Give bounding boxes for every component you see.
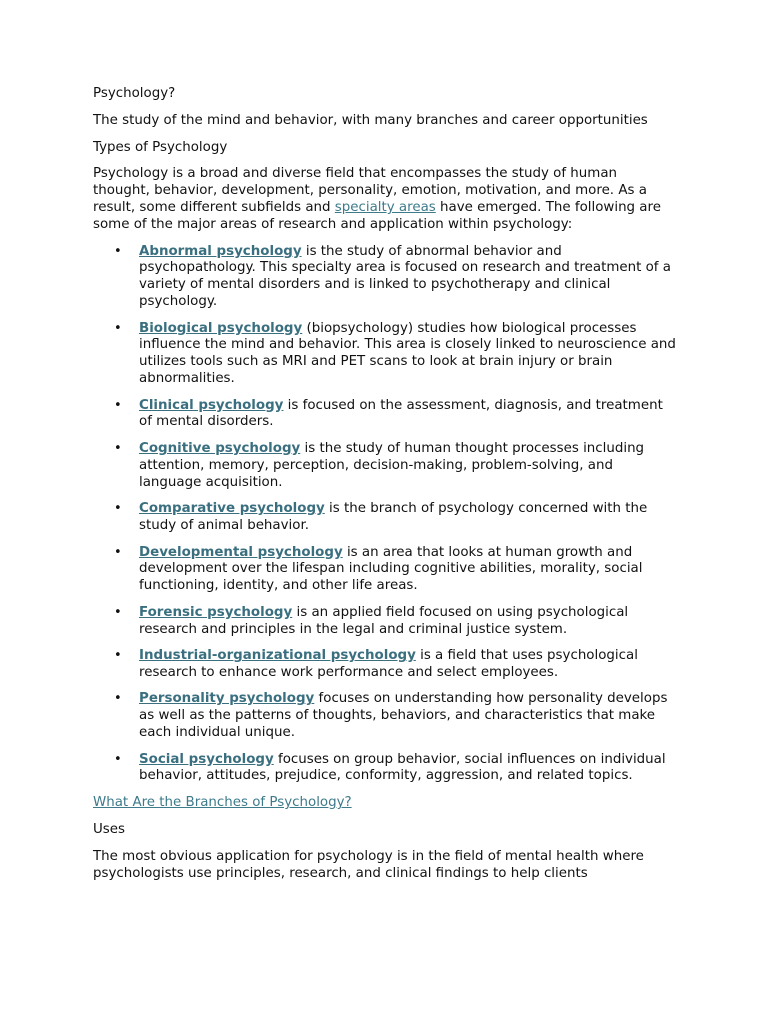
- area-link[interactable]: Developmental psychology: [139, 544, 343, 560]
- document-page: [93, 86, 678, 892]
- bullet-icon: •: [114, 501, 122, 517]
- area-link[interactable]: Biological psychology: [139, 320, 303, 336]
- area-link[interactable]: Social psychology: [139, 751, 274, 767]
- bullet-icon: •: [114, 243, 122, 259]
- list-item: [114, 397, 678, 432]
- types-heading: Types of Psychology: [93, 139, 228, 155]
- bullet-icon: •: [114, 544, 122, 560]
- intro-text-before: Psychology is a broad and diverse field that encompasses the study of human thought, behavior, development, personality, emotion, motivation, and more. As a result, some different subfields and: [93, 166, 647, 215]
- area-link[interactable]: Comparative psychology: [139, 501, 325, 517]
- list-item: [114, 501, 678, 535]
- bullet-icon: •: [114, 604, 122, 620]
- bullet-icon: •: [114, 751, 122, 767]
- psychology-areas-list: [93, 244, 678, 786]
- intro-paragraph: [93, 166, 678, 233]
- list-item: [114, 751, 678, 786]
- area-description: is the study of abnormal behavior and psychopathology. This specialty area is focused on research and treatment of a variety of mental disorders and is linked to psychotherapy and clinical psychology.: [139, 243, 671, 309]
- document-subtitle: The study of the mind and behavior, with many branches and career opportunities: [93, 112, 648, 128]
- list-item: [114, 440, 678, 491]
- area-link[interactable]: Cognitive psychology: [139, 440, 301, 456]
- branches-link[interactable]: What Are the Branches of Psychology?: [93, 795, 352, 811]
- list-item: [114, 243, 678, 311]
- bullet-icon: •: [114, 440, 122, 456]
- list-item: [114, 544, 678, 595]
- bullet-icon: •: [114, 648, 122, 664]
- area-description: is an applied field focused on using psychological research and principles in the legal and criminal justice system.: [139, 604, 629, 637]
- intro-text-after: have emerged. The following are some of the major areas of research and application within psychology:: [93, 199, 661, 232]
- uses-heading: Uses: [93, 822, 125, 838]
- area-description: is an area that looks at human growth and development over the lifespan including cognitive abilities, morality, social functioning, identity, and other life areas.: [139, 544, 643, 594]
- bullet-icon: •: [114, 320, 122, 336]
- area-link[interactable]: Personality psychology: [139, 691, 315, 707]
- list-item: [114, 691, 678, 741]
- list-item: [114, 320, 678, 388]
- list-item: [114, 604, 678, 639]
- area-description: is focused on the assessment, diagnosis, and treatment of mental disorders.: [139, 397, 663, 430]
- area-link[interactable]: Abnormal psychology: [139, 243, 302, 259]
- area-link[interactable]: Forensic psychology: [139, 604, 293, 620]
- area-description: (biopsychology) studies how biological processes influence the mind and behavior. This area is closely linked to neuroscience and utilizes tools such as MRI and PET scans to look at brain injury or brain abnormalities.: [139, 320, 676, 386]
- area-description: is a field that uses psychological research to enhance work performance and select employees.: [139, 648, 638, 680]
- branches-paragraph: [93, 795, 678, 812]
- area-description: focuses on understanding how personality develops as well as the patterns of thoughts, behaviors, and characteristics that make each individual unique.: [139, 691, 668, 741]
- bullet-icon: •: [114, 691, 122, 707]
- specialty-areas-link[interactable]: specialty areas: [334, 199, 436, 215]
- area-link[interactable]: Clinical psychology: [139, 397, 284, 413]
- area-description: focuses on group behavior, social influences on individual behavior, attitudes, prejudice, conformity, aggression, and related topics.: [139, 751, 666, 784]
- area-description: is the branch of psychology concerned with the study of animal behavior.: [139, 501, 648, 533]
- document-heading: Psychology?: [93, 86, 176, 101]
- bullet-icon: •: [114, 397, 122, 413]
- uses-paragraph: The most obvious application for psychology is in the field of mental health where psychologists use principles, research, and clinical findings to help clients: [93, 848, 644, 881]
- area-link[interactable]: Industrial-organizational psychology: [139, 648, 416, 664]
- list-item: [114, 648, 678, 682]
- area-description: is the study of human thought processes including attention, memory, perception, decision-making, problem-solving, and language acquisition.: [139, 440, 645, 490]
